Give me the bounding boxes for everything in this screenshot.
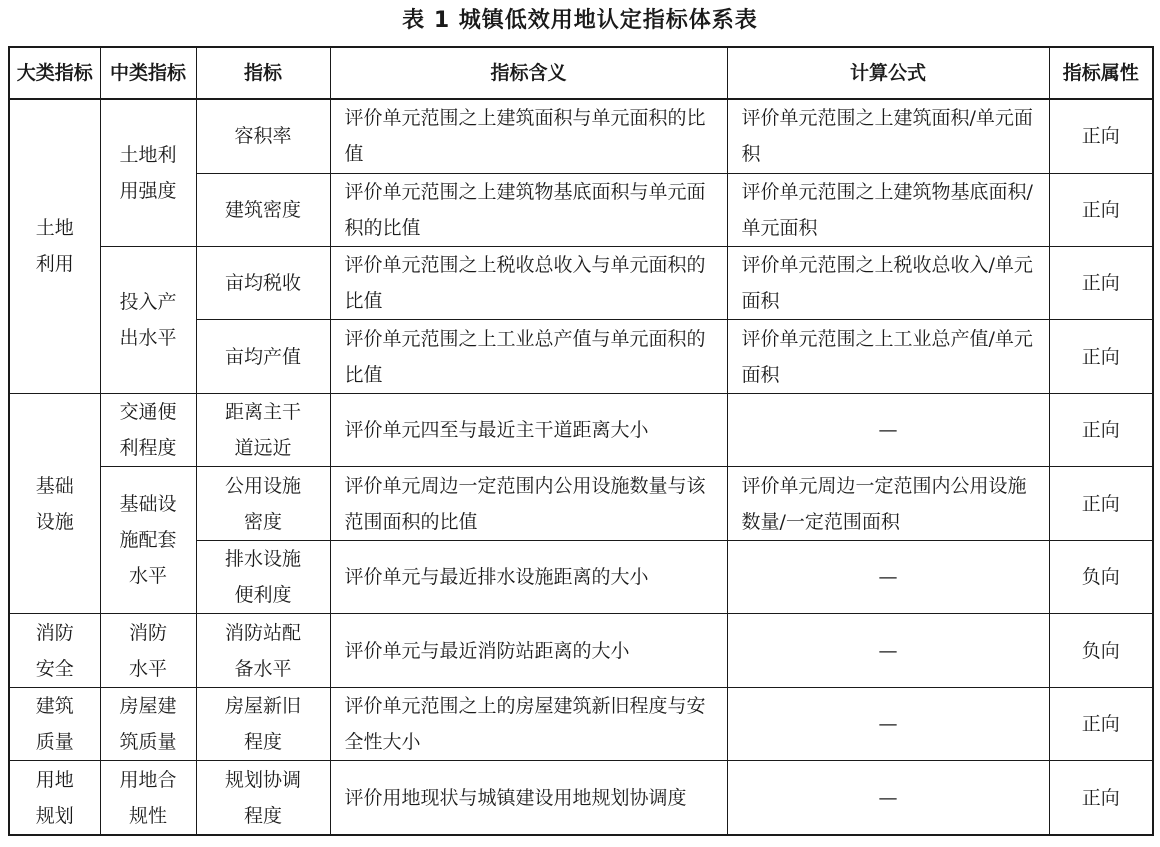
subcategory-cell: 投入产 出水平 [100, 246, 196, 393]
subcategory-cell: 房屋建 筑质量 [100, 687, 196, 760]
indicator-table [8, 46, 1154, 836]
subcategory-cell: 基础设 施配套 水平 [100, 467, 196, 614]
meaning-cell: 评价单元范围之上税收总收入与单元面积的比值 [330, 246, 727, 319]
attribute-cell: 负向 [1049, 540, 1153, 613]
attribute-cell: 负向 [1049, 614, 1153, 687]
formula-cell: — [727, 540, 1049, 613]
header-attribute: 指标属性 [1049, 47, 1153, 99]
table-row [9, 99, 1153, 173]
subcategory-cell: 用地合 规性 [100, 761, 196, 835]
category-cell: 用地 规划 [9, 761, 100, 835]
table-row [9, 246, 1153, 319]
meaning-cell: 评价单元与最近消防站距离的大小 [330, 614, 727, 687]
attribute-cell: 正向 [1049, 246, 1153, 319]
category-cell: 基础 设施 [9, 393, 100, 613]
subcategory-cell: 消防 水平 [100, 614, 196, 687]
attribute-cell: 正向 [1049, 467, 1153, 540]
header-formula: 计算公式 [727, 47, 1049, 99]
formula-cell: 评价单元周边一定范围内公用设施数量/一定范围面积 [727, 467, 1049, 540]
header-category: 大类指标 [9, 47, 100, 99]
indicator-cell: 容积率 [196, 99, 330, 173]
header-subcategory: 中类指标 [100, 47, 196, 99]
formula-cell: — [727, 614, 1049, 687]
attribute-cell: 正向 [1049, 761, 1153, 835]
meaning-cell: 评价单元范围之上建筑面积与单元面积的比值 [330, 99, 727, 173]
table-row [9, 687, 1153, 760]
subcategory-cell: 土地利 用强度 [100, 99, 196, 246]
indicator-cell: 公用设施 密度 [196, 467, 330, 540]
attribute-cell: 正向 [1049, 99, 1153, 173]
meaning-cell: 评价单元周边一定范围内公用设施数量与该范围面积的比值 [330, 467, 727, 540]
meaning-cell: 评价用地现状与城镇建设用地规划协调度 [330, 761, 727, 835]
table-row [9, 761, 1153, 835]
meaning-cell: 评价单元范围之上的房屋建筑新旧程度与安全性大小 [330, 687, 727, 760]
indicator-cell: 亩均税收 [196, 246, 330, 319]
meaning-cell: 评价单元范围之上工业总产值与单元面积的比值 [330, 320, 727, 393]
attribute-cell: 正向 [1049, 393, 1153, 466]
table-row [9, 393, 1153, 466]
indicator-cell: 建筑密度 [196, 173, 330, 246]
formula-cell: — [727, 687, 1049, 760]
category-cell: 土地 利用 [9, 99, 100, 393]
category-cell: 消防 安全 [9, 614, 100, 687]
meaning-cell: 评价单元与最近排水设施距离的大小 [330, 540, 727, 613]
category-cell: 建筑 质量 [9, 687, 100, 760]
attribute-cell: 正向 [1049, 173, 1153, 246]
meaning-cell: 评价单元范围之上建筑物基底面积与单元面积的比值 [330, 173, 727, 246]
attribute-cell: 正向 [1049, 687, 1153, 760]
table-row [9, 467, 1153, 540]
header-indicator: 指标 [196, 47, 330, 99]
indicator-cell: 房屋新旧 程度 [196, 687, 330, 760]
formula-cell: 评价单元范围之上税收总收入/单元面积 [727, 246, 1049, 319]
formula-cell: 评价单元范围之上建筑物基底面积/单元面积 [727, 173, 1049, 246]
formula-cell: — [727, 393, 1049, 466]
meaning-cell: 评价单元四至与最近主干道距离大小 [330, 393, 727, 466]
indicator-cell: 亩均产值 [196, 320, 330, 393]
formula-cell: 评价单元范围之上工业总产值/单元面积 [727, 320, 1049, 393]
header-meaning: 指标含义 [330, 47, 727, 99]
indicator-cell: 排水设施 便利度 [196, 540, 330, 613]
attribute-cell: 正向 [1049, 320, 1153, 393]
header-row [9, 47, 1153, 99]
indicator-cell: 距离主干 道远近 [196, 393, 330, 466]
indicator-cell: 规划协调 程度 [196, 761, 330, 835]
formula-cell: — [727, 761, 1049, 835]
table-row [9, 614, 1153, 687]
subcategory-cell: 交通便 利程度 [100, 393, 196, 466]
table-title: 表 1 城镇低效用地认定指标体系表 [402, 8, 758, 33]
indicator-cell: 消防站配 备水平 [196, 614, 330, 687]
formula-cell: 评价单元范围之上建筑面积/单元面积 [727, 99, 1049, 173]
